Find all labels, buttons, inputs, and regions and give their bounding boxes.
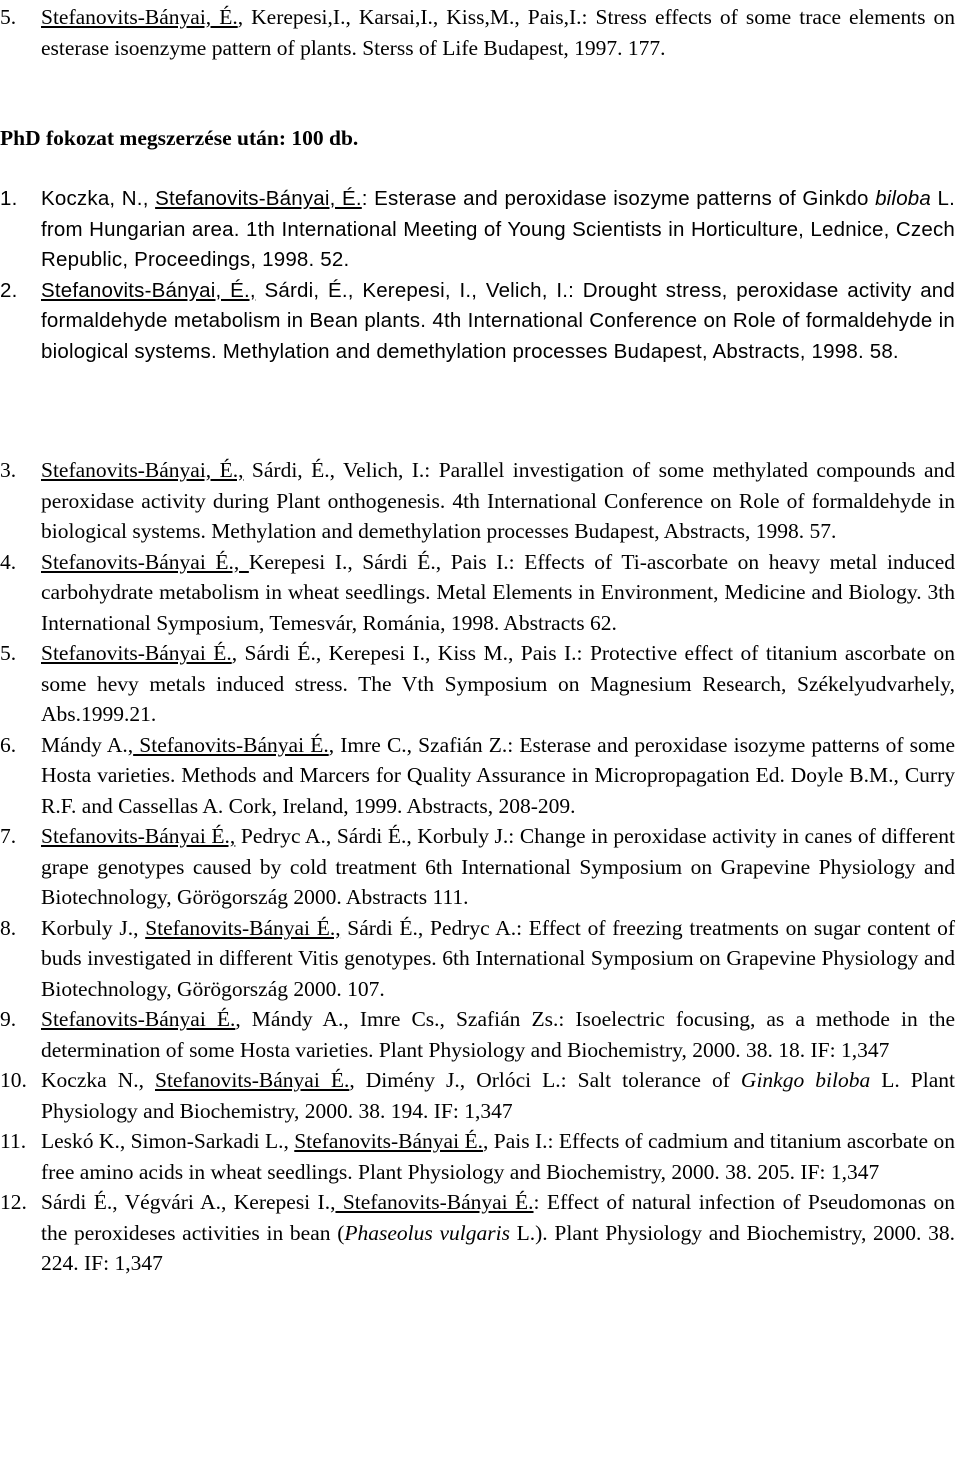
list-item — [0, 821, 955, 913]
citation-authors: Korbuly J., — [41, 915, 146, 940]
citation-text: Kerepesi I., Sárdi É., Pais I.: Effects of Ti-ascorbate on heavy metal induced carbohydrate metabolism in wheat seedlings. Metal Elements in Environment, Medicine and Biology. 3th International Symposium, Temesvár, Románia, 1998. Abstracts 62. — [41, 549, 955, 635]
species-name: Phaseolus vulgaris — [344, 1220, 510, 1245]
citation-text: : Esterase and peroxidase isozyme patterns of Ginkdo — [361, 187, 876, 210]
citation-text: L. Plant Physiology and Biochemistry, 2000. 38. 194. IF: 1,347 — [41, 1068, 955, 1123]
item-number: 8. — [0, 915, 17, 940]
list-item — [0, 276, 955, 368]
author-highlight: Stefanovits-Bányai É. — [41, 1007, 236, 1031]
citation-text: : Effect of natural infection of Pseudomonas on the peroxideses activities in bean ( — [41, 1190, 955, 1245]
list-item — [0, 1004, 955, 1065]
citation-text: , Kerepesi,I., Karsai,I., Kiss,M., Pais,I.: Stress effects of some trace elements on esterase isoenzyme pattern of plants. Sterss of Life Budapest, 1997. 177. — [41, 5, 955, 60]
item-number: 5. — [0, 5, 17, 29]
item-number: 5. — [0, 641, 17, 665]
list-item — [0, 455, 955, 547]
species-name: Ginkgo biloba — [740, 1068, 871, 1092]
list-item — [0, 638, 955, 730]
item-number: 4. — [0, 549, 17, 574]
citation-text: Sárdi, É., Velich, I.: Parallel investigation of some methylated compounds and peroxidase activity during Plant onthogenesis. 4th International Conference on Role of formaldehyde in biological systems. Methylation and demethylation processes Budapest, Abstracts, 1998. 57. — [41, 458, 955, 543]
author-highlight: Stefanovits-Bányai É. — [41, 641, 232, 665]
author-highlight: Stefanovits-Bányai, É., — [41, 458, 244, 482]
list-item — [0, 184, 955, 276]
citation-authors: Leskó K., Simon-Sarkadi L., — [41, 1129, 295, 1153]
list-item — [0, 1126, 955, 1187]
item-number: 2. — [0, 278, 18, 302]
citation-text: Sárdi É., Pedryc A.: Effect of freezing treatments on sugar content of buds investigated in different Vitis genotypes. 6th International Symposium on Grapevine Physiology and Biotechnology, Görögország 2000. 107. — [41, 915, 956, 1001]
publication-list-a — [0, 184, 955, 367]
citation-authors: Koczka, N., — [41, 187, 156, 210]
citation-authors: Sárdi É., Végvári A., Kerepesi I., — [41, 1190, 336, 1214]
item-number: 10. — [0, 1068, 27, 1092]
item-number: 6. — [0, 732, 17, 757]
citation-text: , Mándy A., Imre Cs., Szafián Zs.: Isoelectric focusing, as a methode in the determination of some Hosta varieties. Plant Physiology and Biochemistry, 2000. 38. 18. IF: 1,347 — [41, 1007, 956, 1062]
item-number: 3. — [0, 458, 17, 482]
author-highlight: Stefanovits-Bányai, É., — [41, 278, 256, 302]
list-item — [0, 730, 955, 822]
author-highlight: Stefanovits-Bányai É., — [41, 824, 236, 848]
citation-text: L. from Hungarian area. 1th International Meeting of Young Scientists in Horticulture, Lednice, Czech Republic, Proceedings, 1998. 52. — [41, 187, 955, 271]
list-item — [0, 913, 955, 1005]
author-highlight: Stefanovits-Bányai É. — [133, 732, 329, 757]
list-item — [0, 1187, 955, 1279]
citation-text: , Imre C., Szafián Z.: Esterase and peroxidase isozyme patterns of some Hosta varieties. Methods and Marcers for Quality Assurance in Micropropagation Ed. Doyle B.M., Curry R.F. and Cassellas A. Cork, Ireland, 1999. Abstracts, 208-209. — [41, 732, 955, 818]
publication-list-top — [0, 2, 955, 63]
citation-authors: Koczka N., — [41, 1068, 155, 1092]
publication-list-b — [0, 455, 955, 1279]
section-heading: PhD fokozat megszerzése után: 100 db. — [0, 126, 359, 150]
species-name: biloba — [875, 187, 931, 210]
author-highlight: Stefanovits-Bányai É., — [145, 915, 341, 940]
citation-text: Sárdi, É., Kerepesi, I., Velich, I.: Drought stress, peroxidase activity and formaldehyde metabolism in Bean plants. 4th International Conference on Role of formaldehyde in biological systems. Methylation and demethylation processes Budapest, Abstracts, 1998. 58. — [41, 278, 955, 363]
author-highlight: Stefanovits-Bányai, É. — [41, 5, 238, 29]
item-number: 1. — [0, 187, 18, 210]
list-item — [0, 1065, 955, 1126]
item-number: 12. — [0, 1190, 27, 1214]
author-highlight: Stefanovits-Bányai É. — [335, 1190, 534, 1214]
author-highlight: Stefanovits-Bányai É. — [294, 1129, 483, 1153]
list-item — [0, 2, 955, 63]
citation-text: , Pais I.: Effects of cadmium and titanium ascorbate on free amino acids in wheat seedlings. Plant Physiology and Biochemistry, 2000. 38. 205. IF: 1,347 — [41, 1129, 955, 1184]
list-item — [0, 547, 955, 639]
citation-text: Pedryc A., Sárdi É., Korbuly J.: Change in peroxidase activity in canes of different grape genotypes caused by cold treatment 6th International Symposium on Grapevine Physiology and Biotechnology, Görögország 2000. Abstracts 111. — [41, 824, 955, 909]
author-highlight: Stefanovits-Bányai, É. — [155, 187, 362, 210]
citation-text: , Dimény J., Orlóci L.: Salt tolerance of — [349, 1068, 741, 1092]
citation-text: , Sárdi É., Kerepesi I., Kiss M., Pais I.: Protective effect of titanium ascorbate on some hevy metals induced stress. The Vth Symposium on Magnesium Research, Székelyudvarhely, Abs.1999.21. — [41, 641, 955, 726]
author-highlight: Stefanovits-Bányai É. — [155, 1068, 350, 1092]
citation-authors: Mándy A., — [41, 732, 134, 757]
author-highlight: Stefanovits-Bányai É., — [41, 549, 249, 574]
item-number: 9. — [0, 1007, 17, 1031]
item-number: 7. — [0, 824, 17, 848]
citation-text: L.). Plant Physiology and Biochemistry, 2000. 38. 224. IF: 1,347 — [41, 1220, 955, 1275]
item-number: 11. — [0, 1129, 27, 1153]
